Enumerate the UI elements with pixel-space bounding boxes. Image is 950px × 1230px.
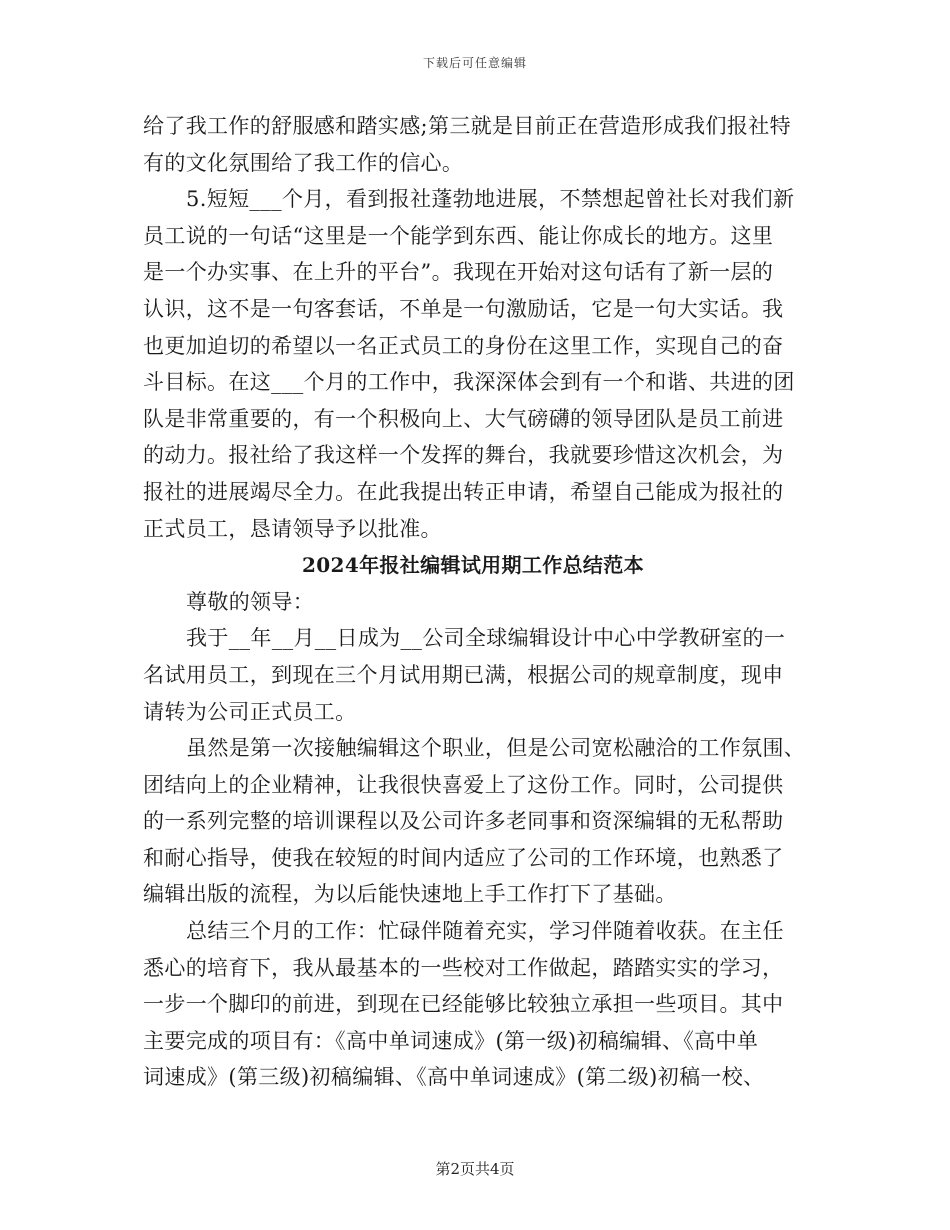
text-line: 的动力。报社给了我这样一个发挥的舞台，我就要珍惜这次机会，为 bbox=[143, 443, 784, 468]
text-line: 团结向上的企业精神，让我很快喜爱上了这份工作。同时，公司提供 bbox=[143, 772, 784, 797]
text-line: 我于__年__月__日成为__公司全球编辑设计中心中学教研室的一 bbox=[186, 626, 786, 651]
text-line: 有的文化氛围给了我工作的信心。 bbox=[143, 150, 464, 175]
text-line: 是一个办实事、在上升的平台”。我现在开始对这句话有了新一层的 bbox=[143, 260, 774, 285]
text-line: 名试用员工，到现在三个月试用期已满，根据公司的规章制度，现申 bbox=[143, 662, 784, 687]
text-line: 5.短短___个月，看到报社蓬勃地进展，不禁想起曾社长对我们新 bbox=[186, 187, 795, 212]
text-line: 虽然是第一次接触编辑这个职业，但是公司宽松融洽的工作氛围、 bbox=[186, 736, 806, 761]
text-line: 斗目标。在这___个月的工作中，我深深体会到有一个和谐、共进的团 bbox=[143, 370, 795, 395]
text-line: 和耐心指导，使我在较短的时间内适应了公司的工作环境，也熟悉了 bbox=[143, 845, 784, 870]
text-line: 悉心的培育下，我从最基本的一些校对工作做起，踏踏实实的学习， bbox=[143, 955, 784, 980]
text-line: 主要完成的项目有：《高中单词速成》(第一级)初稿编辑、《高中单 bbox=[143, 1028, 759, 1053]
page-header: 下载后可任意编辑 bbox=[422, 56, 527, 70]
text-line: 词速成》(第三级)初稿编辑、《高中单词速成》(第二级)初稿一校、 bbox=[143, 1065, 765, 1090]
text-line: 队是非常重要的，有一个积极向上、大气磅礴的领导团队是员工前进 bbox=[143, 406, 784, 431]
text-line: 一步一个脚印的前进，到现在已经能够比较独立承担一些项目。其中 bbox=[143, 992, 784, 1017]
text-line: 的一系列完整的培训课程以及公司许多老同事和资深编辑的无私帮助 bbox=[143, 809, 784, 834]
text-line: 请转为公司正式员工。 bbox=[143, 699, 357, 724]
page-footer: 第2页共4页 bbox=[435, 1160, 515, 1178]
text-line: 也更加迫切的希望以一名正式员工的身份在这里工作，实现自己的奋 bbox=[143, 333, 784, 358]
document-body bbox=[143, 108, 806, 1096]
text-line: 总结三个月的工作：忙碌伴随着充实，学习伴随着收获。在主任 bbox=[186, 919, 784, 944]
text-line: 正式员工，恳请领导予以批准。 bbox=[143, 516, 442, 541]
text-line: 报社的进展竭尽全力。在此我提出转正申请，希望自己能成为报社的 bbox=[143, 479, 784, 504]
text-line: 尊敬的领导： bbox=[186, 589, 315, 614]
text-line: 认识，这不是一句客套话，不单是一句激励话，它是一句大实话。我 bbox=[143, 296, 784, 321]
section-title: 2024年报社编辑试用期工作总结范本 bbox=[302, 553, 644, 578]
text-line: 给了我工作的舒服感和踏实感;第三就是目前正在营造形成我们报社特 bbox=[143, 114, 791, 138]
text-line: 员工说的一句话“这里是一个能学到东西、能让你成长的地方。这里 bbox=[143, 223, 774, 248]
text-line: 编辑出版的流程，为以后能快速地上手工作打下了基础。 bbox=[143, 882, 677, 907]
